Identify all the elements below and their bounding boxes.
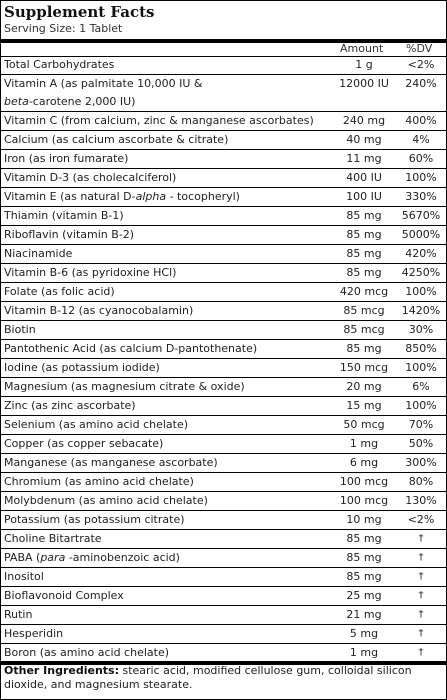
nutrient-dv: † — [418, 552, 424, 563]
table-row — [1, 283, 446, 302]
nutrient-name: Choline Bitartrate — [4, 532, 102, 545]
table-row — [1, 56, 446, 75]
nutrient-amount: 100 mcg — [339, 494, 389, 507]
nutrient-dv: 130% — [405, 494, 437, 507]
nutrient-dv: † — [418, 571, 424, 582]
nutrient-dv: 5000% — [401, 228, 441, 241]
nutrient-amount: 5 mg — [349, 627, 379, 640]
nutrient-dv: † — [418, 533, 424, 544]
nutrient-dv: 100% — [405, 171, 437, 184]
nutrient-amount: 1 mg — [349, 646, 379, 659]
table-row — [1, 321, 446, 340]
nutrient-name: Vitamin C (from calcium, zinc & manganese ascorbates) — [4, 114, 314, 127]
nutrient-amount: 21 mg — [346, 608, 382, 621]
nutrient-name: Boron (as amino acid chelate) — [4, 646, 170, 659]
panel-title: Supplement Facts — [4, 3, 155, 21]
amount-header: Amount — [340, 42, 384, 55]
nutrient-amount: 25 mg — [346, 589, 382, 602]
other-ingredients — [4, 664, 444, 692]
nutrient-amount: 12000 IU — [339, 77, 389, 90]
nutrient-name: Vitamin D-3 (as cholecalciferol) — [4, 171, 177, 184]
nutrient-amount: 420 mcg — [339, 285, 389, 298]
table-row — [1, 473, 446, 492]
nutrient-amount: 20 mg — [346, 380, 382, 393]
nutrient-amount: 400 IU — [346, 171, 382, 184]
nutrient-name: Inositol — [4, 570, 44, 583]
nutrient-name: PABA (para -aminobenzoic acid) — [4, 551, 180, 564]
nutrient-amount: 1 mg — [349, 437, 379, 450]
nutrient-name: Vitamin A (as palmitate 10,000 IU & beta-carotene 2,000 IU) — [4, 77, 203, 108]
nutrient-table — [1, 56, 446, 663]
nutrient-amount: 100 IU — [346, 190, 382, 203]
nutrient-dv: 60% — [408, 152, 434, 165]
nutrient-amount: 50 mcg — [343, 418, 385, 431]
nutrient-dv: 30% — [408, 323, 434, 336]
nutrient-name: Chromium (as amino acid chelate) — [4, 475, 194, 488]
nutrient-dv: 330% — [405, 190, 437, 203]
nutrient-amount: 6 mg — [349, 456, 379, 469]
nutrient-amount: 85 mcg — [343, 304, 385, 317]
nutrient-dv: 100% — [405, 361, 437, 374]
nutrient-name: Selenium (as amino acid chelate) — [4, 418, 189, 431]
nutrient-dv: 50% — [408, 437, 434, 450]
nutrient-name: Thiamin (vitamin B-1) — [4, 209, 124, 222]
dv-header: %DV — [406, 42, 433, 55]
nutrient-name: Folate (as folic acid) — [4, 285, 115, 298]
nutrient-dv: 850% — [405, 342, 437, 355]
nutrient-name: Manganese (as manganese ascorbate) — [4, 456, 218, 469]
nutrient-amount: 1 g — [355, 58, 373, 71]
nutrient-amount: 10 mg — [346, 513, 382, 526]
nutrient-dv: 240% — [405, 77, 437, 90]
table-row — [1, 264, 446, 283]
nutrient-amount: 85 mg — [346, 342, 382, 355]
nutrient-amount: 85 mg — [346, 247, 382, 260]
table-row — [1, 568, 446, 587]
table-row — [1, 416, 446, 435]
table-row — [1, 397, 446, 416]
nutrient-name: Biotin — [4, 323, 36, 336]
nutrient-dv: <2% — [407, 513, 435, 526]
table-row — [1, 207, 446, 226]
nutrient-name: Rutin — [4, 608, 33, 621]
nutrient-dv: † — [418, 609, 424, 620]
nutrient-name: Potassium (as potassium citrate) — [4, 513, 185, 526]
nutrient-name: Iodine (as potassium iodide) — [4, 361, 160, 374]
table-row — [1, 359, 446, 378]
nutrient-name: Vitamin E (as natural D-alpha - tocopheryl) — [4, 190, 240, 203]
serving-size: Serving Size: 1 Tablet — [4, 22, 123, 35]
nutrient-name: Riboflavin (vitamin B-2) — [4, 228, 135, 241]
nutrient-name: Vitamin B-6 (as pyridoxine HCl) — [4, 266, 177, 279]
table-row — [1, 435, 446, 454]
nutrient-name: Total Carbohydrates — [4, 58, 115, 71]
nutrient-name: Vitamin B-12 (as cyanocobalamin) — [4, 304, 194, 317]
nutrient-amount: 85 mg — [346, 551, 382, 564]
table-row — [1, 112, 446, 131]
nutrient-amount: 11 mg — [346, 152, 382, 165]
nutrient-amount: 240 mg — [342, 114, 386, 127]
nutrient-amount: 85 mg — [346, 266, 382, 279]
nutrient-dv: 4% — [412, 133, 430, 146]
nutrient-dv: 70% — [408, 418, 434, 431]
nutrient-name: Magnesium (as magnesium citrate & oxide) — [4, 380, 245, 393]
nutrient-name: Niacinamide — [4, 247, 73, 260]
nutrient-amount: 150 mcg — [339, 361, 389, 374]
nutrient-amount: 85 mg — [346, 228, 382, 241]
nutrient-dv: 6% — [412, 380, 430, 393]
other-ingredients-text: stearic acid, modified cellulose gum, colloidal silicon dioxide, and magnesium stearate. — [4, 664, 412, 691]
nutrient-dv: 1420% — [401, 304, 441, 317]
table-row — [1, 75, 446, 112]
table-row — [1, 378, 446, 397]
table-row — [1, 131, 446, 150]
table-row — [1, 188, 446, 207]
nutrient-dv: 300% — [405, 456, 437, 469]
nutrient-dv: 100% — [405, 285, 437, 298]
nutrient-name: Copper (as copper sebacate) — [4, 437, 164, 450]
nutrient-name: Iron (as iron fumarate) — [4, 152, 129, 165]
nutrient-amount: 85 mg — [346, 570, 382, 583]
nutrient-name: Pantothenic Acid (as calcium D-pantothenate) — [4, 342, 258, 355]
nutrient-name: Hesperidin — [4, 627, 64, 640]
nutrient-amount: 15 mg — [346, 399, 382, 412]
other-ingredients-label: Other Ingredients: — [4, 664, 119, 677]
table-row — [1, 454, 446, 473]
nutrient-name: Calcium (as calcium ascorbate & citrate) — [4, 133, 229, 146]
table-row — [1, 530, 446, 549]
table-row — [1, 492, 446, 511]
nutrient-dv: 400% — [405, 114, 437, 127]
table-row — [1, 606, 446, 625]
table-row — [1, 340, 446, 359]
nutrient-dv: † — [418, 628, 424, 639]
table-row — [1, 245, 446, 264]
nutrient-name: Bioflavonoid Complex — [4, 589, 124, 602]
nutrient-dv: 80% — [408, 475, 434, 488]
nutrient-dv: <2% — [407, 58, 435, 71]
table-row — [1, 302, 446, 321]
table-row — [1, 625, 446, 644]
nutrient-amount: 85 mcg — [343, 323, 385, 336]
nutrient-amount: 100 mcg — [339, 475, 389, 488]
nutrient-dv: 420% — [405, 247, 437, 260]
nutrient-dv: † — [418, 590, 424, 601]
nutrient-amount: 85 mg — [346, 209, 382, 222]
nutrient-dv: 4250% — [401, 266, 441, 279]
nutrient-dv: † — [418, 647, 424, 658]
table-row — [1, 150, 446, 169]
nutrient-amount: 40 mg — [346, 133, 382, 146]
nutrient-amount: 85 mg — [346, 532, 382, 545]
nutrient-dv: 100% — [405, 399, 437, 412]
table-row — [1, 226, 446, 245]
nutrient-name: Zinc (as zinc ascorbate) — [4, 399, 136, 412]
nutrient-dv: 5670% — [401, 209, 441, 222]
table-row — [1, 549, 446, 568]
nutrient-name: Molybdenum (as amino acid chelate) — [4, 494, 208, 507]
table-row — [1, 169, 446, 188]
table-row — [1, 587, 446, 606]
table-row — [1, 511, 446, 530]
